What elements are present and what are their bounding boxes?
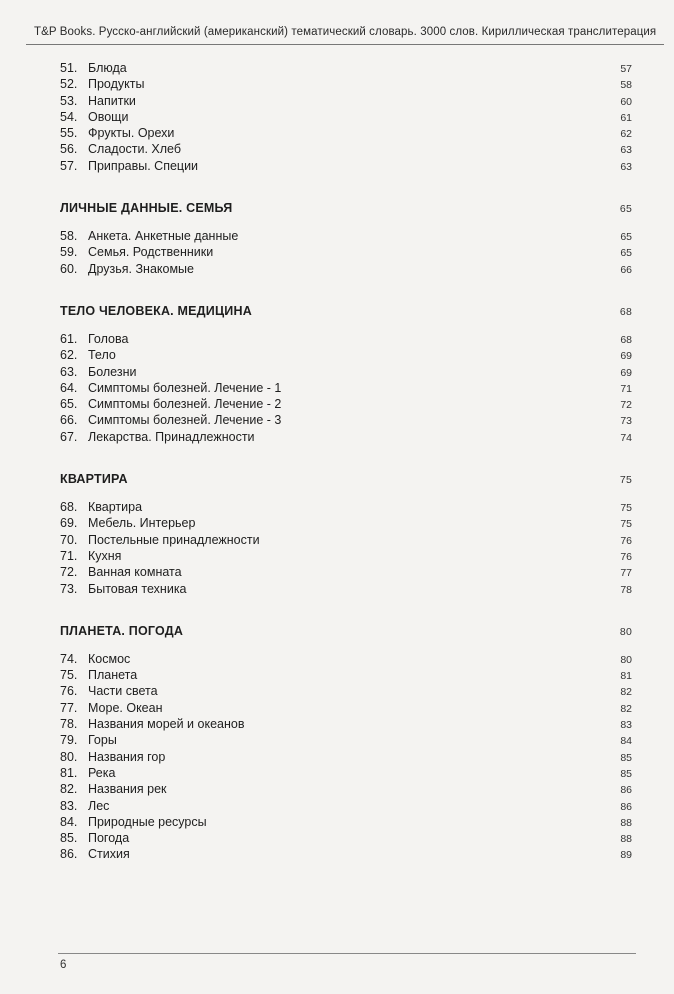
- entry-number: 85.: [60, 831, 78, 846]
- entry-page: 85: [620, 751, 632, 764]
- entry-title: Овощи: [88, 109, 129, 124]
- toc-entry: [60, 430, 632, 446]
- entry-title: Кухня: [88, 548, 122, 563]
- entry-number: 69.: [60, 516, 78, 531]
- entry-page: 82: [620, 686, 632, 699]
- toc-entry: [60, 766, 632, 782]
- entry-page: 66: [620, 263, 632, 276]
- entry-number: 60.: [60, 261, 78, 276]
- entry-page: 80: [620, 653, 632, 666]
- entry-number: 84.: [60, 814, 78, 829]
- entry-title: Бытовая техника: [88, 581, 187, 596]
- entry-number: 76.: [60, 684, 78, 699]
- entry-number: 78.: [60, 717, 78, 732]
- entry-page: 76: [620, 534, 632, 547]
- toc-entry: [60, 245, 632, 261]
- section-page: 65: [619, 203, 632, 216]
- entry-number: 63.: [60, 364, 78, 379]
- toc-entry: [60, 348, 632, 364]
- entry-number: 81.: [60, 765, 78, 780]
- section-heading: [60, 472, 632, 486]
- footer-rule: [58, 953, 636, 954]
- entry-number: 82.: [60, 782, 78, 797]
- section-heading: [60, 201, 632, 215]
- entry-number: 54.: [60, 109, 78, 124]
- entry-page: 60: [620, 95, 632, 108]
- section-title: ТЕЛО ЧЕЛОВЕКА. МЕДИЦИНА: [60, 303, 252, 318]
- toc-entry: [60, 126, 632, 142]
- entry-number: 79.: [60, 733, 78, 748]
- entry-title: Блюда: [88, 61, 127, 75]
- entry-title: Сладости. Хлеб: [88, 142, 182, 157]
- toc-entry: [60, 500, 632, 516]
- entry-page: 81: [620, 670, 632, 683]
- entry-title: Болезни: [88, 364, 137, 379]
- entry-page: 78: [620, 583, 632, 596]
- entry-page: 68: [620, 333, 632, 346]
- entry-title: Мебель. Интерьер: [88, 516, 196, 531]
- entry-page: 83: [620, 719, 632, 732]
- entry-title: Названия рек: [88, 782, 167, 797]
- toc-entry: [60, 397, 632, 413]
- entry-page: 63: [620, 160, 632, 173]
- entry-page: 61: [620, 111, 632, 124]
- entry-title: Стихия: [88, 847, 130, 862]
- entry-number: 58.: [60, 229, 78, 244]
- entry-page: 86: [620, 784, 632, 797]
- table-of-contents: [60, 61, 632, 864]
- section-page: 75: [619, 474, 632, 487]
- entry-title: Названия морей и океанов: [88, 717, 245, 732]
- section-title: КВАРТИРА: [60, 472, 128, 487]
- toc-entry: [60, 110, 632, 126]
- toc-entry: [60, 159, 632, 175]
- entry-title: Река: [88, 765, 116, 780]
- toc-entry: [60, 413, 632, 429]
- toc-entry: [60, 365, 632, 381]
- entry-number: 55.: [60, 126, 78, 141]
- toc-entry: [60, 61, 632, 77]
- section-title: ЛИЧНЫЕ ДАННЫЕ. СЕМЬЯ: [60, 201, 233, 216]
- entry-title: Продукты: [88, 77, 145, 92]
- entry-title: Погода: [88, 831, 130, 846]
- entry-title: Симптомы болезней. Лечение - 3: [88, 413, 282, 428]
- entry-number: 51.: [60, 61, 78, 75]
- entry-number: 68.: [60, 500, 78, 515]
- toc-entry: [60, 381, 632, 397]
- entry-title: Лекарства. Принадлежности: [88, 429, 255, 444]
- toc-entry: [60, 684, 632, 700]
- entry-page: 69: [620, 366, 632, 379]
- toc-entry: [60, 582, 632, 598]
- toc-entry: [60, 262, 632, 278]
- section-page: 80: [619, 625, 632, 638]
- section-heading: [60, 624, 632, 638]
- entry-number: 66.: [60, 413, 78, 428]
- entry-number: 64.: [60, 380, 78, 395]
- entry-page: 86: [620, 800, 632, 813]
- entry-number: 77.: [60, 700, 78, 715]
- entry-page: 75: [620, 518, 632, 531]
- entry-number: 74.: [60, 651, 78, 666]
- toc-entry: [60, 701, 632, 717]
- entry-title: Тело: [88, 348, 116, 363]
- entry-title: Ванная комната: [88, 565, 182, 580]
- toc-entry: [60, 77, 632, 93]
- entry-title: Приправы. Специи: [88, 158, 199, 173]
- section-heading: [60, 304, 632, 318]
- entry-title: Семья. Родственники: [88, 245, 214, 260]
- header-rule: [26, 44, 664, 45]
- entry-page: 57: [620, 63, 632, 75]
- entry-number: 72.: [60, 565, 78, 580]
- entry-number: 73.: [60, 581, 78, 596]
- entry-page: 65: [620, 231, 632, 244]
- entry-title: Море. Океан: [88, 700, 163, 715]
- entry-title: Лес: [88, 798, 110, 813]
- toc-entry: [60, 94, 632, 110]
- running-header: T&P Books. Русско-английский (американский) тематический словарь. 3000 слов. Кириллическая транслитерация: [34, 26, 657, 38]
- toc-entry: [60, 533, 632, 549]
- toc-entry: [60, 668, 632, 684]
- toc-entry: [60, 831, 632, 847]
- entry-page: 65: [620, 247, 632, 260]
- entry-number: 67.: [60, 429, 78, 444]
- entry-number: 75.: [60, 668, 78, 683]
- entry-title: Горы: [88, 733, 117, 748]
- section-title: ПЛАНЕТА. ПОГОДА: [60, 623, 184, 638]
- entry-title: Квартира: [88, 500, 143, 515]
- entry-number: 65.: [60, 397, 78, 412]
- toc-entry: [60, 815, 632, 831]
- entry-title: Постельные принадлежности: [88, 532, 260, 547]
- entry-page: 72: [620, 399, 632, 412]
- entry-page: 77: [620, 567, 632, 580]
- entry-title: Голова: [88, 331, 129, 346]
- section-page: 68: [619, 305, 632, 318]
- entry-page: 74: [620, 431, 632, 444]
- entry-page: 62: [620, 128, 632, 141]
- entry-number: 56.: [60, 142, 78, 157]
- entry-title: Друзья. Знакомые: [88, 261, 194, 276]
- entry-number: 59.: [60, 245, 78, 260]
- toc-entry: [60, 516, 632, 532]
- entry-title: Природные ресурсы: [88, 814, 207, 829]
- toc-entry: [60, 142, 632, 158]
- entry-title: Симптомы болезней. Лечение - 2: [88, 397, 282, 412]
- entry-title: Космос: [88, 651, 131, 666]
- entry-page: 63: [620, 144, 632, 157]
- entry-number: 62.: [60, 348, 78, 363]
- toc-entry: [60, 549, 632, 565]
- entry-number: 71.: [60, 548, 78, 563]
- entry-page: 71: [620, 382, 632, 395]
- toc-entry: [60, 717, 632, 733]
- entry-number: 83.: [60, 798, 78, 813]
- entry-number: 80.: [60, 749, 78, 764]
- entry-page: 82: [620, 702, 632, 715]
- entry-number: 61.: [60, 331, 78, 346]
- entry-title: Напитки: [88, 93, 136, 108]
- entry-number: 86.: [60, 847, 78, 862]
- entry-page: 84: [620, 735, 632, 748]
- entry-number: 70.: [60, 532, 78, 547]
- entry-page: 85: [620, 767, 632, 780]
- toc-entry: [60, 652, 632, 668]
- entry-page: 89: [620, 849, 632, 862]
- entry-title: Фрукты. Орехи: [88, 126, 175, 141]
- toc-entry: [60, 733, 632, 749]
- entry-page: 76: [620, 550, 632, 563]
- entry-title: Части света: [88, 684, 158, 699]
- entry-title: Анкета. Анкетные данные: [88, 229, 239, 244]
- toc-entry: [60, 847, 632, 863]
- toc-entry: [60, 229, 632, 245]
- toc-entry: [60, 565, 632, 581]
- entry-number: 52.: [60, 77, 78, 92]
- entry-title: Названия гор: [88, 749, 166, 764]
- entry-number: 53.: [60, 93, 78, 108]
- entry-title: Симптомы болезней. Лечение - 1: [88, 380, 282, 395]
- entry-page: 88: [620, 816, 632, 829]
- entry-page: 73: [620, 415, 632, 428]
- entry-page: 58: [620, 79, 632, 92]
- page-number: 6: [60, 959, 67, 971]
- toc-entry: [60, 799, 632, 815]
- entry-page: 69: [620, 350, 632, 363]
- toc-entry: [60, 782, 632, 798]
- entry-number: 57.: [60, 158, 78, 173]
- toc-entry: [60, 750, 632, 766]
- entry-title: Планета: [88, 668, 138, 683]
- toc-entry: [60, 332, 632, 348]
- entry-page: 75: [620, 502, 632, 515]
- entry-page: 88: [620, 833, 632, 846]
